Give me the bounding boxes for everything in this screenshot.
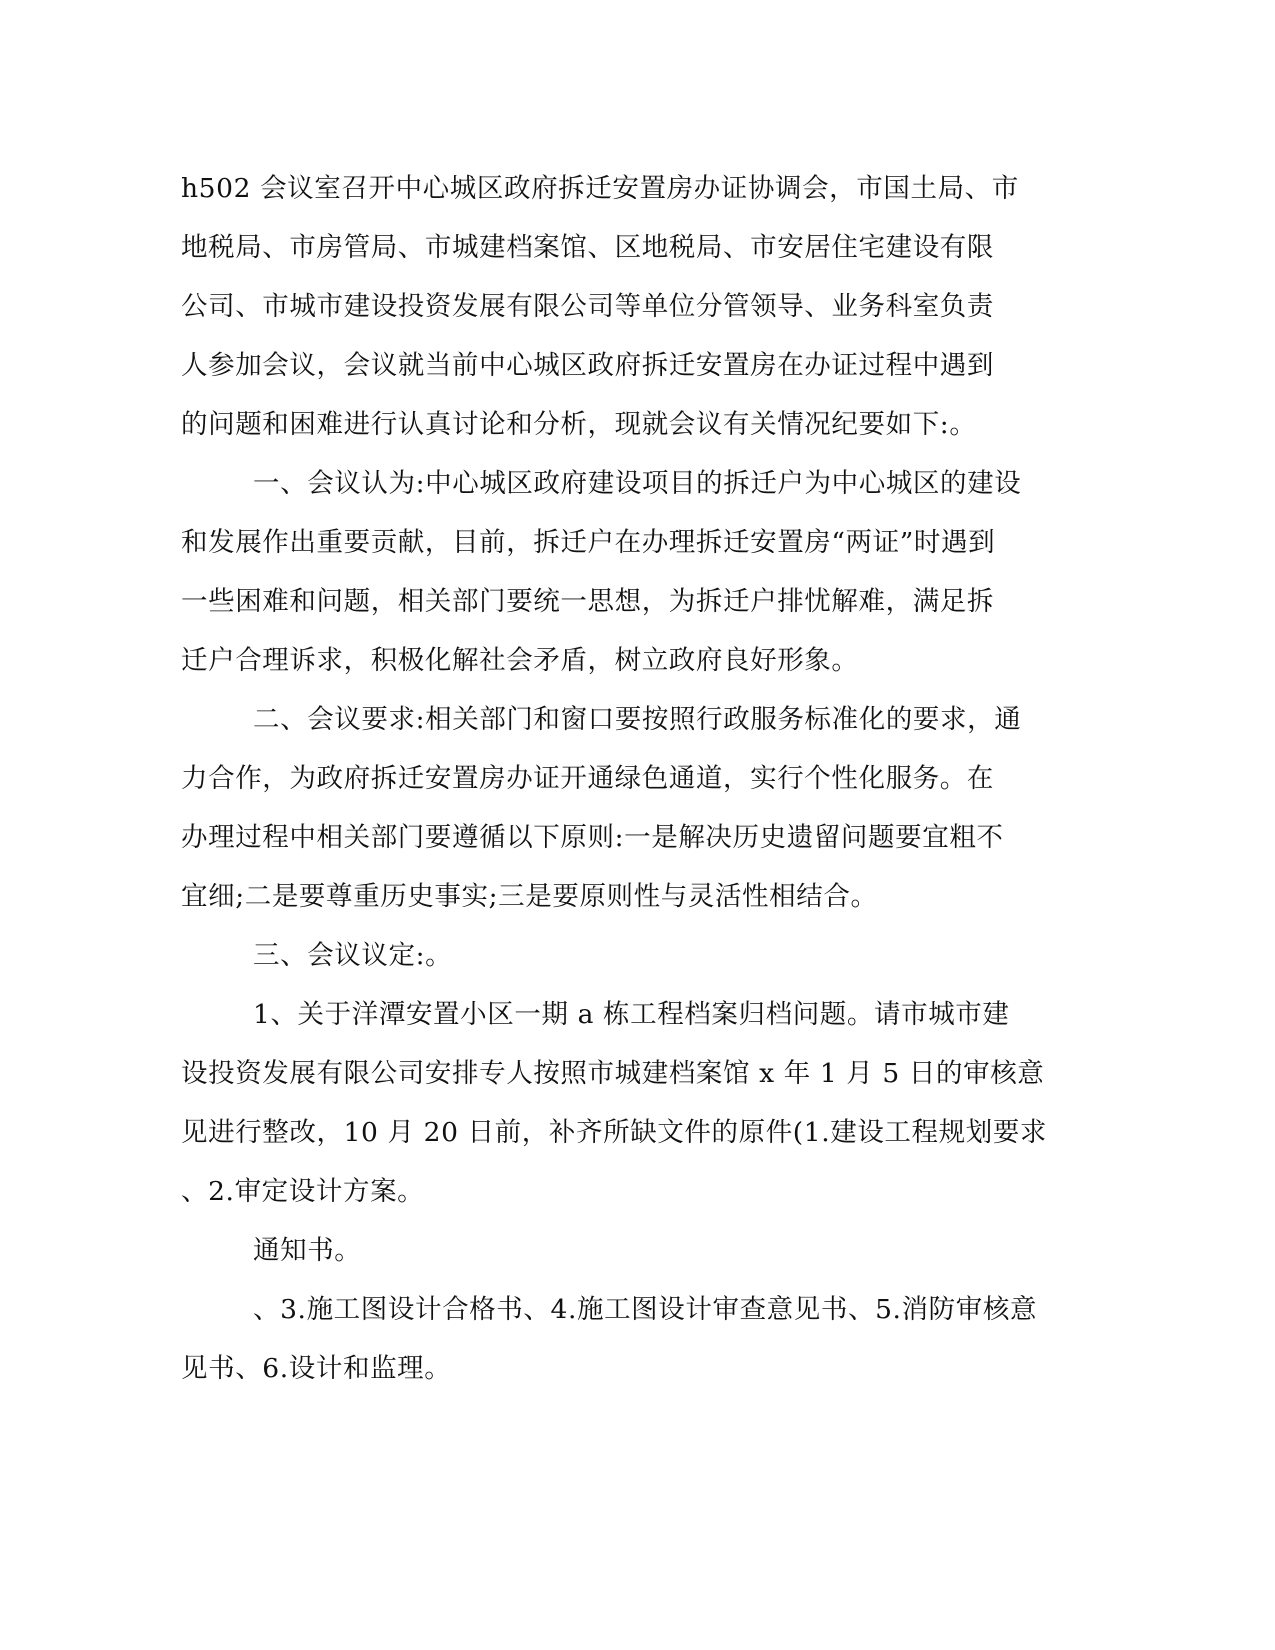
text-line: 、3.施工图设计合格书、4.施工图设计审查意见书、5.消防审核意 xyxy=(253,1294,1038,1325)
text-line: 地税局、市房管局、市城建档案馆、区地税局、市安居住宅建设有限 xyxy=(181,232,994,263)
text-line: 二、会议要求:相关部门和窗口要按照行政服务标准化的要求，通 xyxy=(253,704,1022,735)
text-line: 公司、市城市建设投资发展有限公司等单位分管领导、业务科室负责 xyxy=(181,291,994,322)
text-line: 和发展作出重要贡献，目前，拆迁户在办理拆迁安置房“两证”时遇到 xyxy=(181,527,996,558)
text-line: 力合作，为政府拆迁安置房办证开通绿色通道，实行个性化服务。在 xyxy=(181,763,994,794)
text-line: 见进行整改，10 月 20 日前，补齐所缺文件的原件(1.建设工程规划要求 xyxy=(181,1117,1048,1148)
paragraph-section-two xyxy=(181,690,1036,926)
text-line: 一、会议认为:中心城区政府建设项目的拆迁户为中心城区的建设 xyxy=(253,468,1022,499)
text-line: 宜细;二是要尊重历史事实;三是要原则性与灵活性相结合。 xyxy=(181,881,878,912)
text-line: 的问题和困难进行认真讨论和分析，现就会议有关情况纪要如下:。 xyxy=(181,409,977,440)
text-line: 设投资发展有限公司安排专人按照市城建档案馆 x 年 1 月 5 日的审核意 xyxy=(181,1058,1045,1089)
paragraph-meeting-intro xyxy=(181,159,1036,454)
text-line: 、2.审定设计方案。 xyxy=(181,1176,425,1207)
text-line: 1、关于洋潭安置小区一期 a 栋工程档案归档问题。请市城市建 xyxy=(253,999,1010,1030)
text-line: 迁户合理诉求，积极化解社会矛盾，树立政府良好形象。 xyxy=(181,645,859,676)
document-body xyxy=(181,159,1048,1398)
text-line: h502 会议室召开中心城区政府拆迁安置房办证协调会，市国土局、市 xyxy=(181,173,1019,204)
text-line: 人参加会议，会议就当前中心城区政府拆迁安置房在办证过程中遇到 xyxy=(181,350,994,381)
text-line: 通知书。 xyxy=(253,1235,362,1266)
paragraph-documents-list xyxy=(181,1280,1036,1398)
paragraph-section-three-heading xyxy=(181,926,1036,985)
text-line: 办理过程中相关部门要遵循以下原则:一是解决历史遗留问题要宜粗不 xyxy=(181,822,1004,853)
text-line: 一些困难和问题，相关部门要统一思想，为拆迁户排忧解难，满足拆 xyxy=(181,586,994,617)
paragraph-section-one xyxy=(181,454,1036,690)
text-line: 三、会议议定:。 xyxy=(253,940,453,971)
text-line: 见书、6.设计和监理。 xyxy=(181,1353,452,1384)
paragraph-item-one xyxy=(181,985,1048,1221)
paragraph-notice xyxy=(181,1221,1036,1280)
